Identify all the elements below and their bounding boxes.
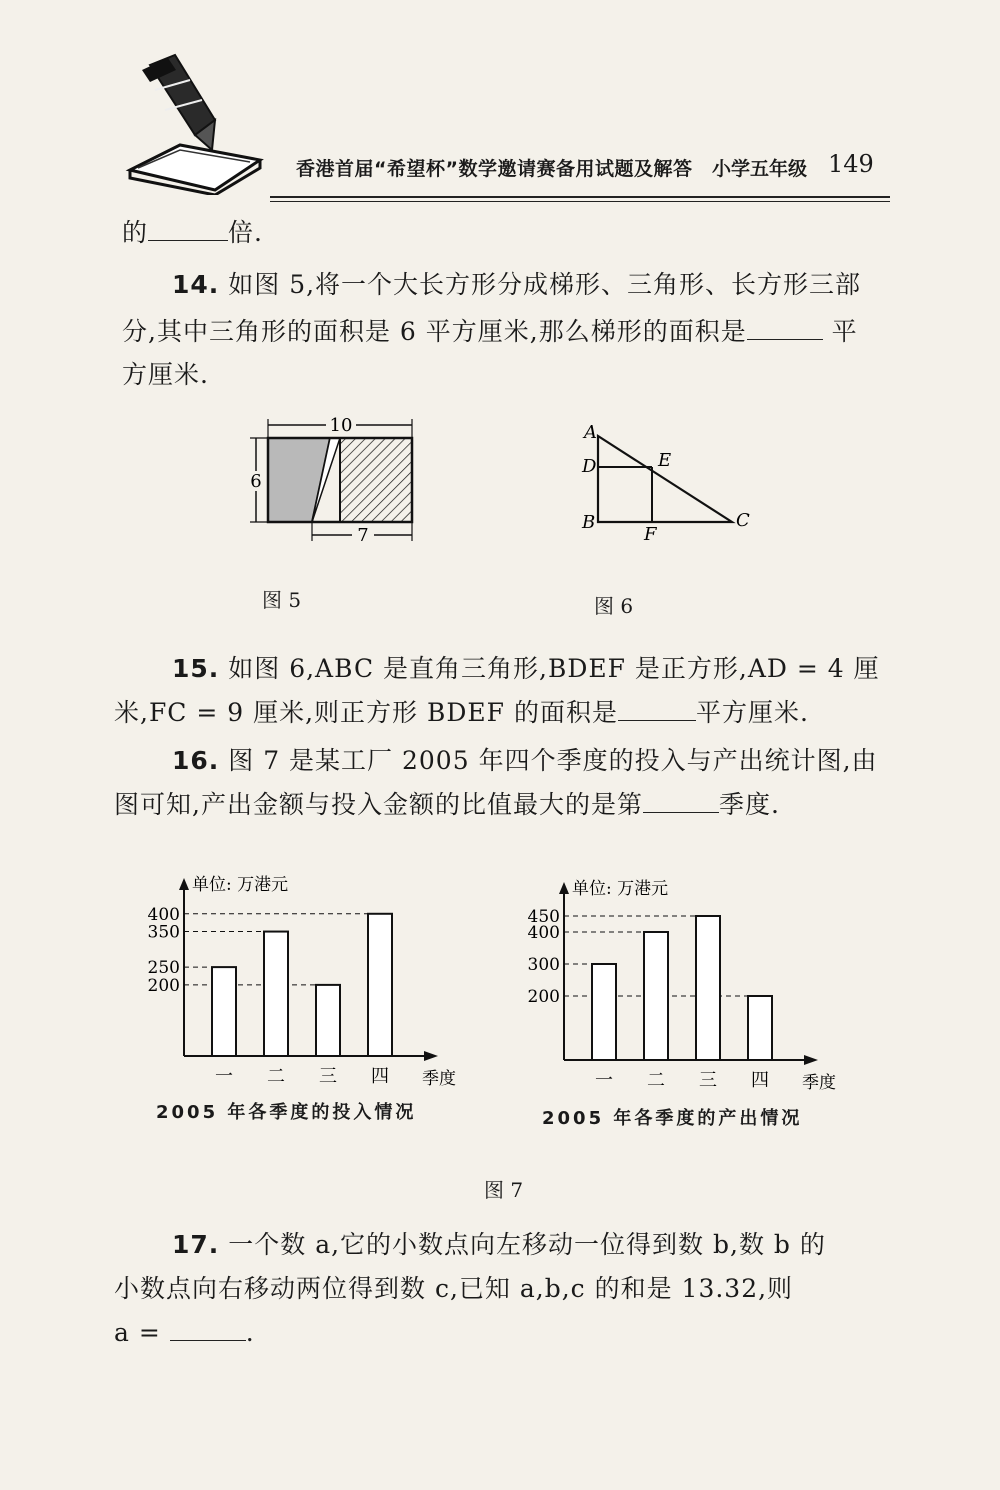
q14-line3: 方厘米.	[122, 360, 209, 389]
x-axis-arrow	[424, 1051, 438, 1061]
header-title: 香港首届“希望杯”数学邀请赛备用试题及解答	[296, 158, 693, 180]
q17-line3: a = .	[114, 1312, 255, 1354]
bar-1	[592, 964, 616, 1060]
bar-2	[264, 932, 288, 1056]
x-tick-label: 一	[215, 1066, 233, 1087]
header-rule-thin	[270, 201, 890, 202]
pen-book-icon	[120, 50, 270, 195]
page-number: 149	[828, 150, 874, 178]
input-chart-title: 2005 年各季度的投入情况	[156, 1102, 417, 1123]
label-a: A	[584, 422, 597, 443]
y-tick-label: 250	[147, 958, 180, 979]
y-axis-arrow	[179, 878, 189, 890]
figure-6-caption: 图 6	[594, 594, 634, 618]
y-tick-label: 200	[147, 975, 180, 996]
answer-blank-q15[interactable]	[618, 694, 696, 721]
rectangle-shape	[340, 438, 412, 522]
answer-blank-q17[interactable]	[170, 1314, 246, 1341]
output-chart-title: 2005 年各季度的产出情况	[542, 1108, 803, 1129]
answer-blank-q14[interactable]	[747, 313, 823, 340]
x-axis-label: 季度	[422, 1069, 456, 1089]
x-tick-label: 三	[319, 1066, 337, 1087]
bar-4	[368, 914, 392, 1056]
label-c: C	[736, 510, 750, 531]
bar-3	[316, 985, 340, 1056]
y-axis-unit-label: 单位: 万港元	[192, 875, 289, 895]
input-bar-chart	[140, 866, 470, 1096]
y-tick-label: 400	[147, 904, 180, 925]
figure-7-caption: 图 7	[484, 1178, 524, 1202]
q17-line1: 17. 一个数 a,它的小数点向左移动一位得到数 b,数 b 的	[172, 1230, 826, 1259]
x-tick-label: 四	[751, 1070, 769, 1091]
fig5-side-label: 6	[250, 471, 262, 492]
y-axis-arrow	[559, 882, 569, 894]
x-tick-label: 二	[267, 1066, 285, 1087]
x-tick-label: 一	[595, 1070, 613, 1091]
q14-line2: 分,其中三角形的面积是 6 平方厘米,那么梯形的面积是 平	[122, 311, 858, 353]
bar-1	[212, 967, 236, 1056]
y-tick-label: 350	[147, 922, 180, 943]
y-axis-unit-label: 单位: 万港元	[572, 879, 669, 899]
x-tick-label: 四	[371, 1066, 389, 1087]
answer-blank-q13[interactable]	[148, 214, 228, 241]
label-b: B	[582, 512, 596, 533]
x-tick-label: 二	[647, 1070, 665, 1091]
fig5-top-label: 10	[329, 415, 353, 436]
label-f: F	[644, 524, 657, 545]
q13-tail: 的 倍.	[122, 212, 263, 254]
q14-line1: 14. 如图 5,将一个大长方形分成梯形、三角形、长方形三部	[172, 270, 862, 299]
label-d: D	[582, 456, 597, 477]
fig5-bottom-label: 7	[357, 525, 369, 545]
label-e: E	[658, 450, 672, 471]
q15-line1: 15. 如图 6,ABC 是直角三角形,BDEF 是正方形,AD = 4 厘	[172, 654, 880, 683]
q16-line1: 16. 图 7 是某工厂 2005 年四个季度的投入与产出统计图,由	[172, 746, 878, 775]
y-tick-label: 450	[527, 907, 560, 927]
y-tick-label: 200	[527, 987, 560, 1007]
x-tick-label: 三	[699, 1070, 717, 1091]
bar-4	[748, 996, 772, 1060]
x-axis-arrow	[804, 1055, 818, 1065]
bar-2	[644, 932, 668, 1060]
header-rule	[270, 196, 890, 198]
output-bar-chart	[520, 870, 850, 1100]
figure-5-caption: 图 5	[262, 588, 302, 612]
bar-3	[696, 916, 720, 1060]
q15-line2: 米,FC = 9 厘米,则正方形 BDEF 的面积是 平方厘米.	[114, 692, 809, 734]
x-axis-label: 季度	[802, 1073, 836, 1093]
q16-line2: 图可知,产出金额与投入金额的比值最大的是第 季度.	[114, 784, 780, 826]
y-tick-label: 400	[527, 923, 560, 943]
figure-6	[570, 418, 760, 548]
answer-blank-q16[interactable]	[643, 786, 719, 813]
y-tick-label: 300	[527, 955, 560, 975]
q17-line2: 小数点向右移动两位得到数 c,已知 a,b,c 的和是 13.32,则	[114, 1274, 794, 1303]
figure-5	[240, 405, 430, 545]
header-grade: 小学五年级	[712, 158, 808, 180]
